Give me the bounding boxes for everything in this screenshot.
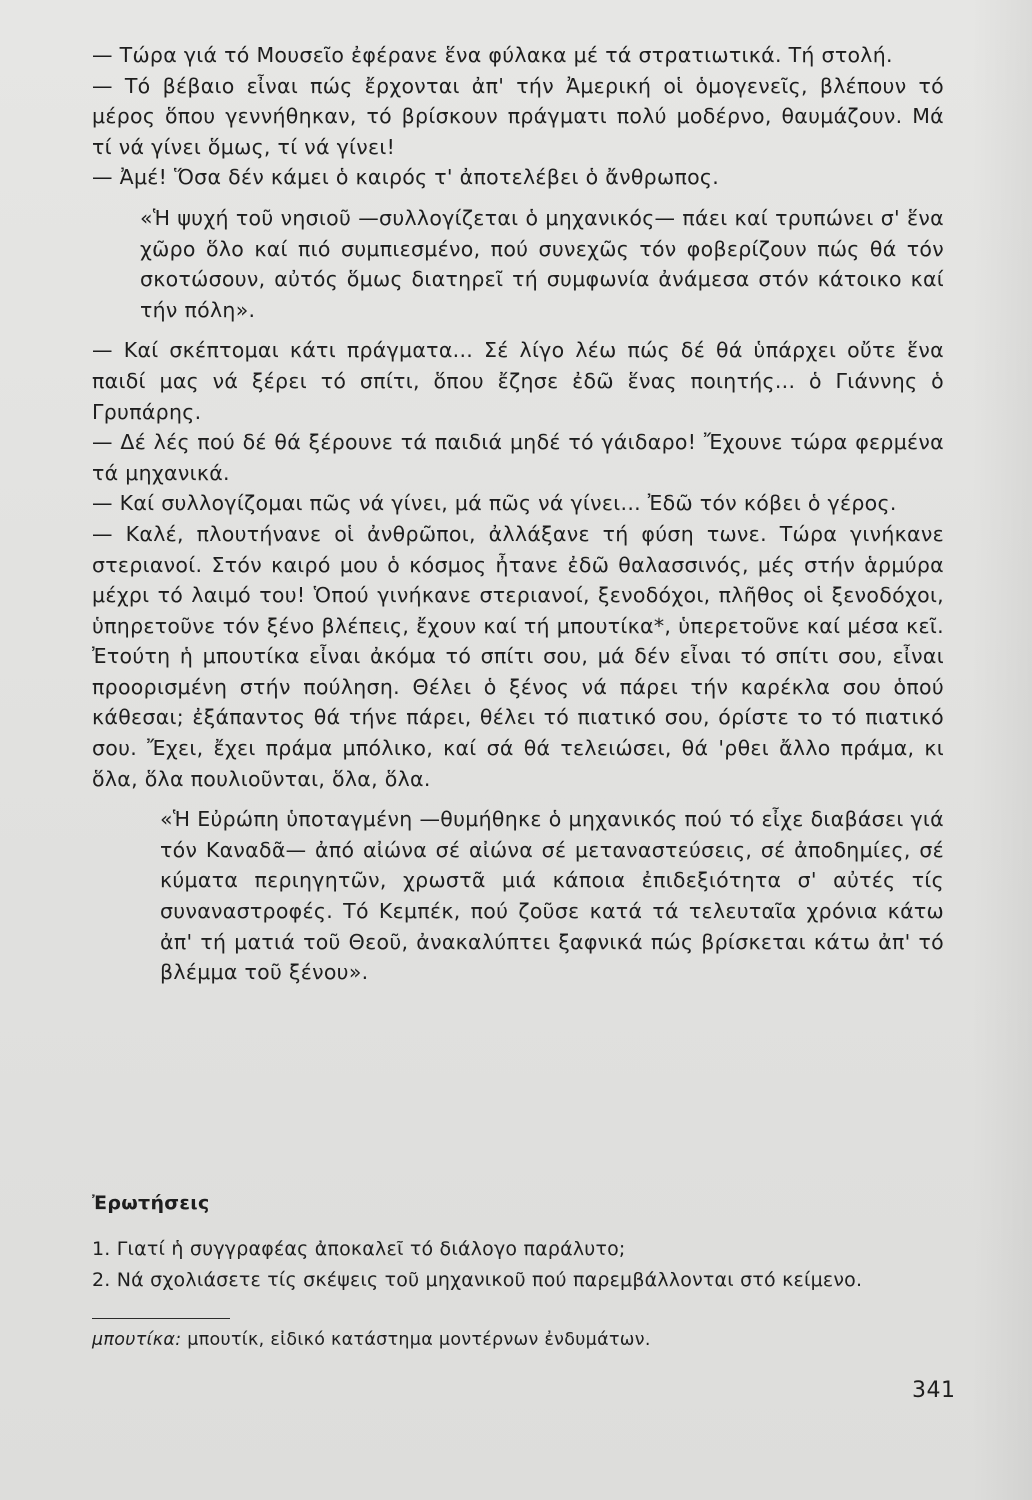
questions-list bbox=[92, 1234, 972, 1296]
dialogue-line-3: — Ἀμέ! Ὅσα δέν κάμει ὁ καιρός τ' ἀποτελέβει ὁ ἄνθρωπος. bbox=[92, 165, 720, 190]
footnote-definition: μπουτίκ, εἰδικό κατάστημα μοντέρνων ἐνδυμάτων. bbox=[181, 1330, 651, 1350]
dialogue-line-5: — Δέ λές πού δέ θά ξέρουνε τά παιδιά μηδέ τό γάιδαρο! Ἔχουνε τώρα φερμένα τά μηχανικά. bbox=[92, 430, 944, 485]
dialogue-line-7: — Καλέ, πλουτήνανε οἱ ἀνθρῶποι, ἀλλάξανε τή φύση τωνε. Τώρα γινήκανε στεριανοί. Στόν καιρό μου ὁ κόσμος ἦτανε ἐδῶ θαλασσινός, μές στήν ἁρμύρα μέχρι τό λαιμό του! Ὁπού γινήκανε στεριανοί, ξενοδόχοι, πλῆθος οἱ ξενοδόχοι, ὑπηρετοῦνε τόν ξένο βλέπεις, ἔχουν καί τή μπουτίκα*, ὑπερετοῦνε καί μέσα κεῖ. Ἐτούτη ἡ μπουτίκα εἶναι ἀκόμα τό σπίτι σου, μά δέν εἶναι τό σπίτι σου, εἶναι προορισμένη στήν πούληση. Θέλει ὁ ξένος νά πάρει τήν καρέκλα σου ὁπού κάθεσαι; ἐξάπαντος θά τήνε πάρει, θέλει τό πιατικό σου, όρίστε το τό πιατικό σου. Ἔχει, ἔχει πράμα μπόλικο, καί σά θά τελειώσει, θά 'ρθει ἄλλο πράμα, κι ὅλα, ὅλα πουλιοῦνται, ὅλα, ὅλα. bbox=[92, 521, 944, 791]
question-item-2: 2. Νά σχολιάσετε τίς σκέψεις τοῦ μηχανικοῦ πού παρεμβάλλονται στό κείμενο. bbox=[92, 1269, 863, 1291]
footnote-divider bbox=[92, 1318, 230, 1319]
dialogue-line-4: — Καί σκέπτομαι κάτι πράγματα... Σέ λίγο λέω πώς δέ θά ὑπάρχει οὔτε ἕνα παιδί μας νά ξέρει τό σπίτι, ὅπου ἔζησε ἐδῶ ἕνας ποιητής... ὁ Γιάννης ὁ Γρυπάρης. bbox=[92, 338, 944, 424]
main-text bbox=[92, 40, 944, 988]
dialogue-line-1: — Τώρα γιά τό Μουσεῖο ἐφέρανε ἕνα φύλακα μέ τά στρατιωτικά. Τή στολή. bbox=[92, 43, 893, 67]
engineer-thought-2: «Ἡ Εὐρώπη ὑποταγμένη —θυμήθηκε ὁ μηχανικός πού τό εἶχε διαβάσει γιά τόν Καναδᾶ— ἀπό αἰώνα σέ αἰώνα σέ μεταναστεύσεις, σέ ἀποδημίες, σέ κύματα περιηγητῶν, χρωστᾶ μιά κάποια ἐπιδεξιότητα σ' αὐτές τίς συναναστροφές. Τό Κεμπέκ, πού ζοῦσε κατά τά τελευταῖα χρόνια κάτω ἀπ' τή ματιά τοῦ Θεοῦ, ἀνακαλύπτει ξαφνικά πώς βρίσκεται κάτω ἀπ' τό βλέμμα τοῦ ξένου». bbox=[160, 807, 944, 985]
question-item-1: 1. Γιατί ἡ συγγραφέας ἀποκαλεῖ τό διάλογο παράλυτο; bbox=[92, 1238, 626, 1260]
questions-heading: Ἐρωτήσεις bbox=[92, 1192, 210, 1214]
dialogue-line-6: — Καί συλλογίζομαι πῶς νά γίνει, μά πῶς νά γίνει... Ἐδῶ τόν κόβει ὁ γέρος. bbox=[92, 491, 897, 516]
footnote-term: μπουτίκα: bbox=[92, 1330, 182, 1350]
page-number: 341 bbox=[912, 1378, 956, 1403]
dialogue-line-2: — Τό βέβαιο εἶναι πώς ἔρχονται ἀπ' τήν Ἀμερική οἱ ὁμογενεῖς, βλέπουν τό μέρος ὅπου γεννήθηκαν, τό βρίσκουν πράγματι πολύ μοδέρνο, θαυμάζουν. Μά τί νά γίνει ὅμως, τί νά γίνει! bbox=[92, 73, 944, 159]
page-edge-shadow bbox=[972, 0, 1032, 1500]
footnote bbox=[92, 1330, 651, 1350]
engineer-thought-1: «Ἡ ψυχή τοῦ νησιοῦ —συλλογίζεται ὁ μηχανικός— πάει καί τρυπώνει σ' ἕνα χῶρο ὅλο καί πιό συμπιεσμένο, πού συνεχῶς τόν φοβερίζουν πώς θά τόν σκοτώσουν, αὐτός ὅμως διατηρεῖ τή συμφωνία ἀνάμεσα στόν κάτοικο καί τήν πόλη». bbox=[140, 205, 944, 322]
